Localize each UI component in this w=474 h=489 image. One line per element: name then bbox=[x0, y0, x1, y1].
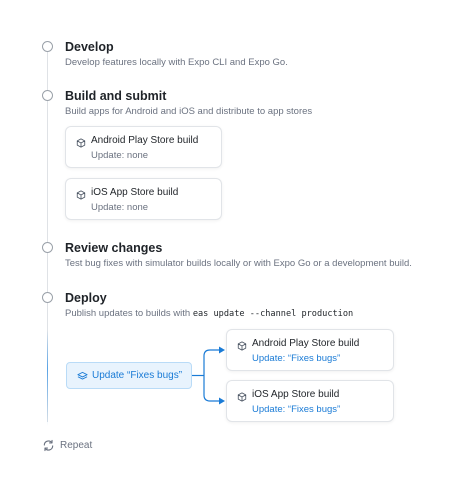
deploy-card-status: Update: “Fixes bugs” bbox=[252, 353, 341, 364]
step-desc-review: Test bug fixes with simulator builds locally or with Expo Go or a development build. bbox=[65, 258, 412, 269]
step-desc-deploy-text: Publish updates to builds with bbox=[65, 308, 191, 319]
arrowhead-android bbox=[219, 347, 225, 354]
step-title-build: Build and submit bbox=[65, 89, 167, 103]
build-card-title: iOS App Store build bbox=[91, 187, 179, 198]
build-card-title: Android Play Store build bbox=[91, 135, 199, 146]
step-title-develop: Develop bbox=[65, 40, 114, 54]
step-desc-develop: Develop features locally with Expo CLI and Expo Go. bbox=[65, 57, 288, 68]
deploy-command: eas update --channel production bbox=[192, 309, 354, 319]
build-card-status: Update: none bbox=[91, 202, 149, 213]
repeat-label: Repeat bbox=[60, 440, 93, 451]
connector-to-ios bbox=[204, 376, 221, 402]
step-desc-deploy bbox=[65, 308, 353, 319]
step-desc-build: Build apps for Android and iOS and distribute to app stores bbox=[65, 106, 313, 117]
build-card-android[interactable] bbox=[65, 126, 222, 168]
cube-icon bbox=[237, 341, 247, 351]
build-card-status: Update: none bbox=[91, 150, 149, 161]
deploy-card-ios[interactable] bbox=[226, 380, 394, 422]
timeline-line-highlight bbox=[47, 330, 48, 426]
arrowhead-ios bbox=[219, 398, 225, 405]
build-card-ios[interactable] bbox=[65, 178, 222, 220]
connector-to-android bbox=[204, 350, 221, 376]
update-pill[interactable] bbox=[66, 362, 192, 389]
step-node-deploy bbox=[42, 292, 53, 303]
deploy-card-title: Android Play Store build bbox=[252, 338, 360, 349]
cube-icon bbox=[76, 190, 86, 200]
layers-icon bbox=[77, 371, 88, 382]
deploy-card-status: Update: “Fixes bugs” bbox=[252, 404, 341, 415]
cube-icon bbox=[237, 392, 247, 402]
cube-icon bbox=[76, 138, 86, 148]
step-node-develop bbox=[42, 41, 53, 52]
step-node-build bbox=[42, 90, 53, 101]
deploy-card-title: iOS App Store build bbox=[252, 389, 340, 400]
step-node-review bbox=[42, 242, 53, 253]
deploy-card-android[interactable] bbox=[226, 329, 394, 371]
step-title-review: Review changes bbox=[65, 241, 163, 255]
repeat-arrows-icon bbox=[42, 439, 55, 452]
update-pill-label: Update “Fixes bugs” bbox=[92, 370, 183, 381]
step-title-deploy: Deploy bbox=[65, 291, 107, 305]
